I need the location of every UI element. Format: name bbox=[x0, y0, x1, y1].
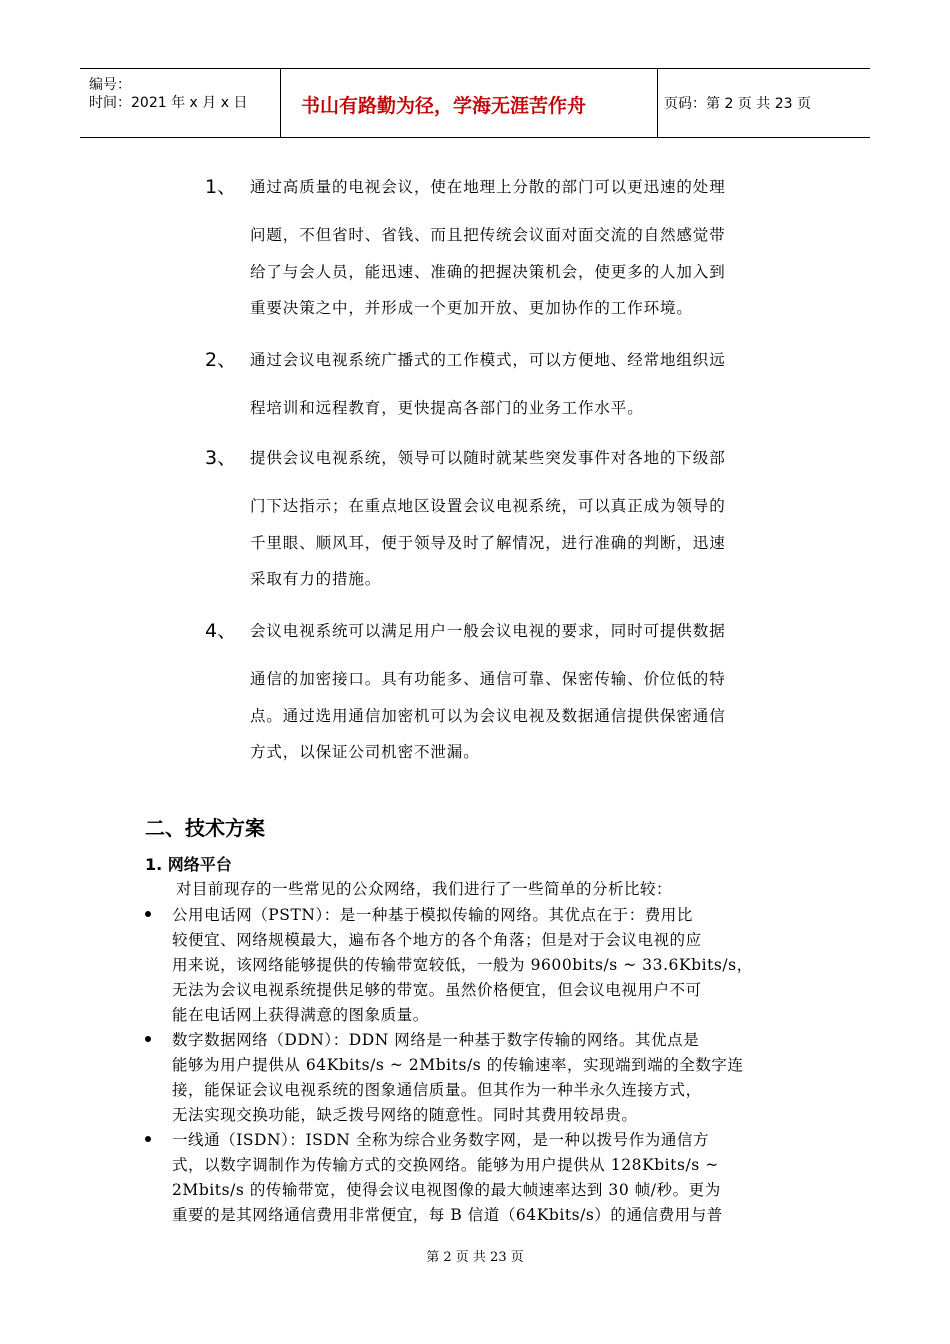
bullet-line: 较便宜、网络规模最大，遍布各个地方的各个角落；但是对于会议电视的应 bbox=[172, 931, 702, 949]
item-line: 点。通过选用通信加密机可以为会议电视及数据通信提供保密通信 bbox=[250, 707, 726, 725]
bullet-line: 公用电话网（PSTN）：是一种基于模拟传输的网络。其优点在于：费用比 bbox=[172, 906, 693, 924]
bullet-line: 接，能保证会议电视系统的图象通信质量。但其作为一种半永久连接方式， bbox=[172, 1081, 702, 1099]
bullet-icon bbox=[145, 1036, 151, 1042]
item-number: 2、 bbox=[205, 349, 237, 371]
page-footer: 第 2 页 共 23 页 bbox=[426, 1250, 524, 1265]
bullet-line: 能在电话网上获得满意的图象质量。 bbox=[172, 1006, 429, 1024]
item-line: 通过高质量的电视会议，使在地理上分散的部门可以更迅速的处理 bbox=[250, 178, 726, 196]
item-number: 3、 bbox=[205, 447, 237, 469]
page-header bbox=[80, 68, 870, 138]
item-line: 通信的加密接口。具有功能多、通信可靠、保密传输、价位低的特 bbox=[250, 670, 726, 688]
item-line: 门下达指示；在重点地区设置会议电视系统，可以真正成为领导的 bbox=[250, 497, 726, 515]
section-title: 二、技术方案 bbox=[145, 816, 265, 840]
item-line: 程培训和远程教育，更快提高各部门的业务工作水平。 bbox=[250, 399, 644, 417]
item-line: 问题，不但省时、省钱、而且把传统会议面对面交流的自然感觉带 bbox=[250, 226, 726, 244]
page-info: 页码：第 2 页 共 23 页 bbox=[664, 96, 811, 112]
item-line: 会议电视系统可以满足用户一般会议电视的要求，同时可提供数据 bbox=[250, 622, 726, 640]
subsection-title: 1. 网络平台 bbox=[145, 855, 232, 874]
time-label: 时间：2021 年 x 月 x 日 bbox=[89, 95, 248, 111]
item-line: 重要决策之中，并形成一个更加开放、更加协作的工作环境。 bbox=[250, 299, 693, 317]
bullet-line: 能够为用户提供从 64Kbits/s ~ 2Mbits/s 的传输速率，实现端到端的全数字连 bbox=[172, 1056, 744, 1074]
bullet-icon bbox=[145, 911, 151, 917]
item-number: 1、 bbox=[205, 176, 237, 198]
bullet-line: 无法为会议电视系统提供足够的带宽。虽然价格便宜，但会议电视用户不可 bbox=[172, 981, 702, 999]
intro-paragraph: 对目前现存的一些常见的公众网络，我们进行了一些简单的分析比较： bbox=[176, 880, 673, 898]
bullet-icon bbox=[145, 1136, 151, 1142]
item-line: 给了与会人员，能迅速、准确的把握决策机会，使更多的人加入到 bbox=[250, 263, 726, 281]
bullet-line: 重要的是其网络通信费用非常便宜，每 B 信道（64Kbits/s）的通信费用与普 bbox=[172, 1206, 723, 1224]
bullet-line: 2Mbits/s 的传输带宽，使得会议电视图像的最大帧速率达到 30 帧/秒。更为 bbox=[172, 1181, 721, 1199]
motto: 书山有路勤为径，学海无涯苦作舟 bbox=[301, 95, 587, 117]
bullet-line: 用来说，该网络能够提供的传输带宽较低，一般为 9600bits/s ~ 33.6Kbits/s， bbox=[172, 956, 753, 974]
item-line: 采取有力的措施。 bbox=[250, 570, 382, 588]
item-line: 千里眼、顺风耳，便于领导及时了解情况，进行准确的判断，迅速 bbox=[250, 534, 726, 552]
item-line: 方式，以保证公司机密不泄漏。 bbox=[250, 743, 480, 761]
item-line: 提供会议电视系统，领导可以随时就某些突发事件对各地的下级部 bbox=[250, 449, 726, 467]
bullet-line: 一线通（ISDN）：ISDN 全称为综合业务数字网，是一种以拨号作为通信方 bbox=[172, 1131, 709, 1149]
header-motto-cell bbox=[281, 69, 658, 137]
item-number: 4、 bbox=[205, 620, 237, 642]
number-label: 编号： bbox=[89, 77, 131, 93]
item-line: 通过会议电视系统广播式的工作模式，可以方便地、经常地组织远 bbox=[250, 351, 726, 369]
header-meta-cell bbox=[80, 69, 281, 137]
bullet-line: 无法实现交换功能，缺乏拨号网络的随意性。同时其费用较昂贵。 bbox=[172, 1106, 638, 1124]
bullet-line: 数字数据网络（DDN）：DDN 网络是一种基于数字传输的网络。其优点是 bbox=[172, 1031, 700, 1049]
bullet-line: 式，以数字调制作为传输方式的交换网络。能够为用户提供从 128Kbits/s ~ bbox=[172, 1156, 719, 1174]
